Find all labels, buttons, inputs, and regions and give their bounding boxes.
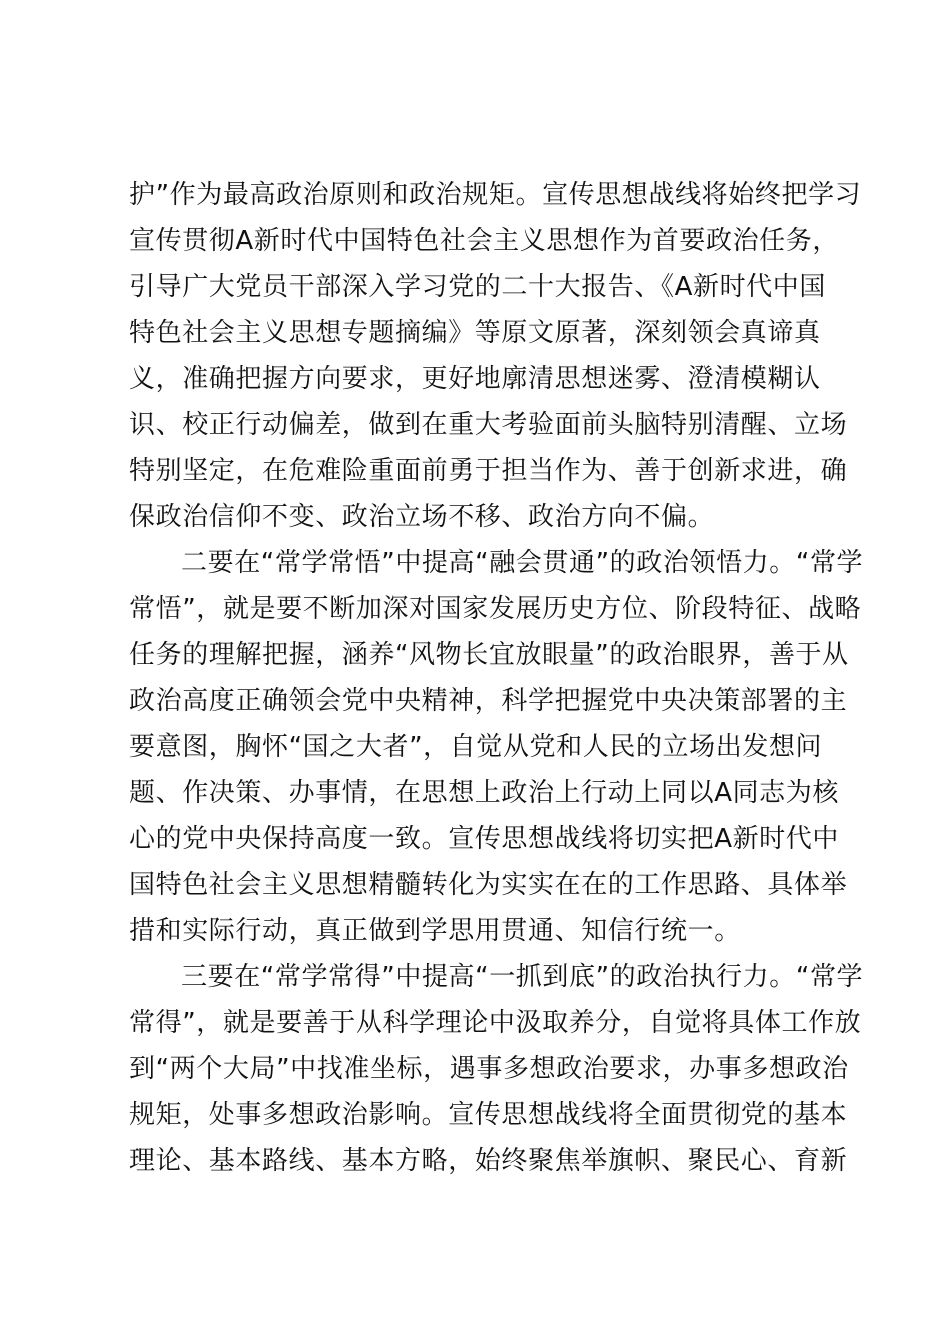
text-line: 到“两个大局”中找准坐标，遇事多想政治要求，办事多想政治 [129,1054,849,1084]
text-line: 保政治信仰不变、政治立场不移、政治方向不偏。 [129,502,715,532]
text-line: 义，准确把握方向要求，更好地廓清思想迷雾、澄清模糊认 [129,364,821,394]
text-line: 护”作为最高政治原则和政治规矩。宣传思想战线将始终把学习 [129,180,862,210]
text-line: 措和实际行动，真正做到学思用贯通、知信行统一。 [129,916,741,946]
text-line: 题、作决策、办事情，在思想上政治上行动上同以A同志为核 [129,778,839,808]
text-line: 常悟”，就是要不断加深对国家发展历史方位、阶段特征、战略 [129,594,862,624]
text-line: 要意图，胸怀“国之大者”，自觉从党和人民的立场出发想问 [129,732,823,762]
text-line: 宣传贯彻A新时代中国特色社会主义思想作为首要政治任务， [129,226,839,256]
text-line: 引导广大党员干部深入学习党的二十大报告、《A新时代中国 [129,272,826,302]
text-line: 特别坚定，在危难险重面前勇于担当作为、善于创新求进，确 [129,456,848,486]
text-line: 国特色社会主义思想精髓转化为实实在在的工作思路、具体举 [129,870,848,900]
text-line: 心的党中央保持高度一致。宣传思想战线将切实把A新时代中 [129,824,839,854]
text-line: 识、校正行动偏差，做到在重大考验面前头脑特别清醒、立场 [129,410,848,440]
text-line: 政治高度正确领会党中央精神，科学把握党中央决策部署的主 [129,686,848,716]
text-line: 任务的理解把握，涵养“风物长宜放眼量”的政治眼界，善于从 [129,640,849,670]
text-line: 特色社会主义思想专题摘编》等原文原著，深刻领会真谛真 [129,318,821,348]
text-line: 常得”，就是要善于从科学理论中汲取养分，自觉将具体工作放 [129,1008,862,1038]
paragraph-first-line: 二要在“常学常悟”中提高“融会贯通”的政治领悟力。“常学 [181,548,864,578]
text-line: 规矩，处事多想政治影响。宣传思想战线将全面贯彻党的基本 [129,1100,848,1130]
text-line: 理论、基本路线、基本方略，始终聚焦举旗帜、聚民心、育新 [129,1146,848,1176]
paragraph-first-line: 三要在“常学常得”中提高“一抓到底”的政治执行力。“常学 [181,962,864,992]
